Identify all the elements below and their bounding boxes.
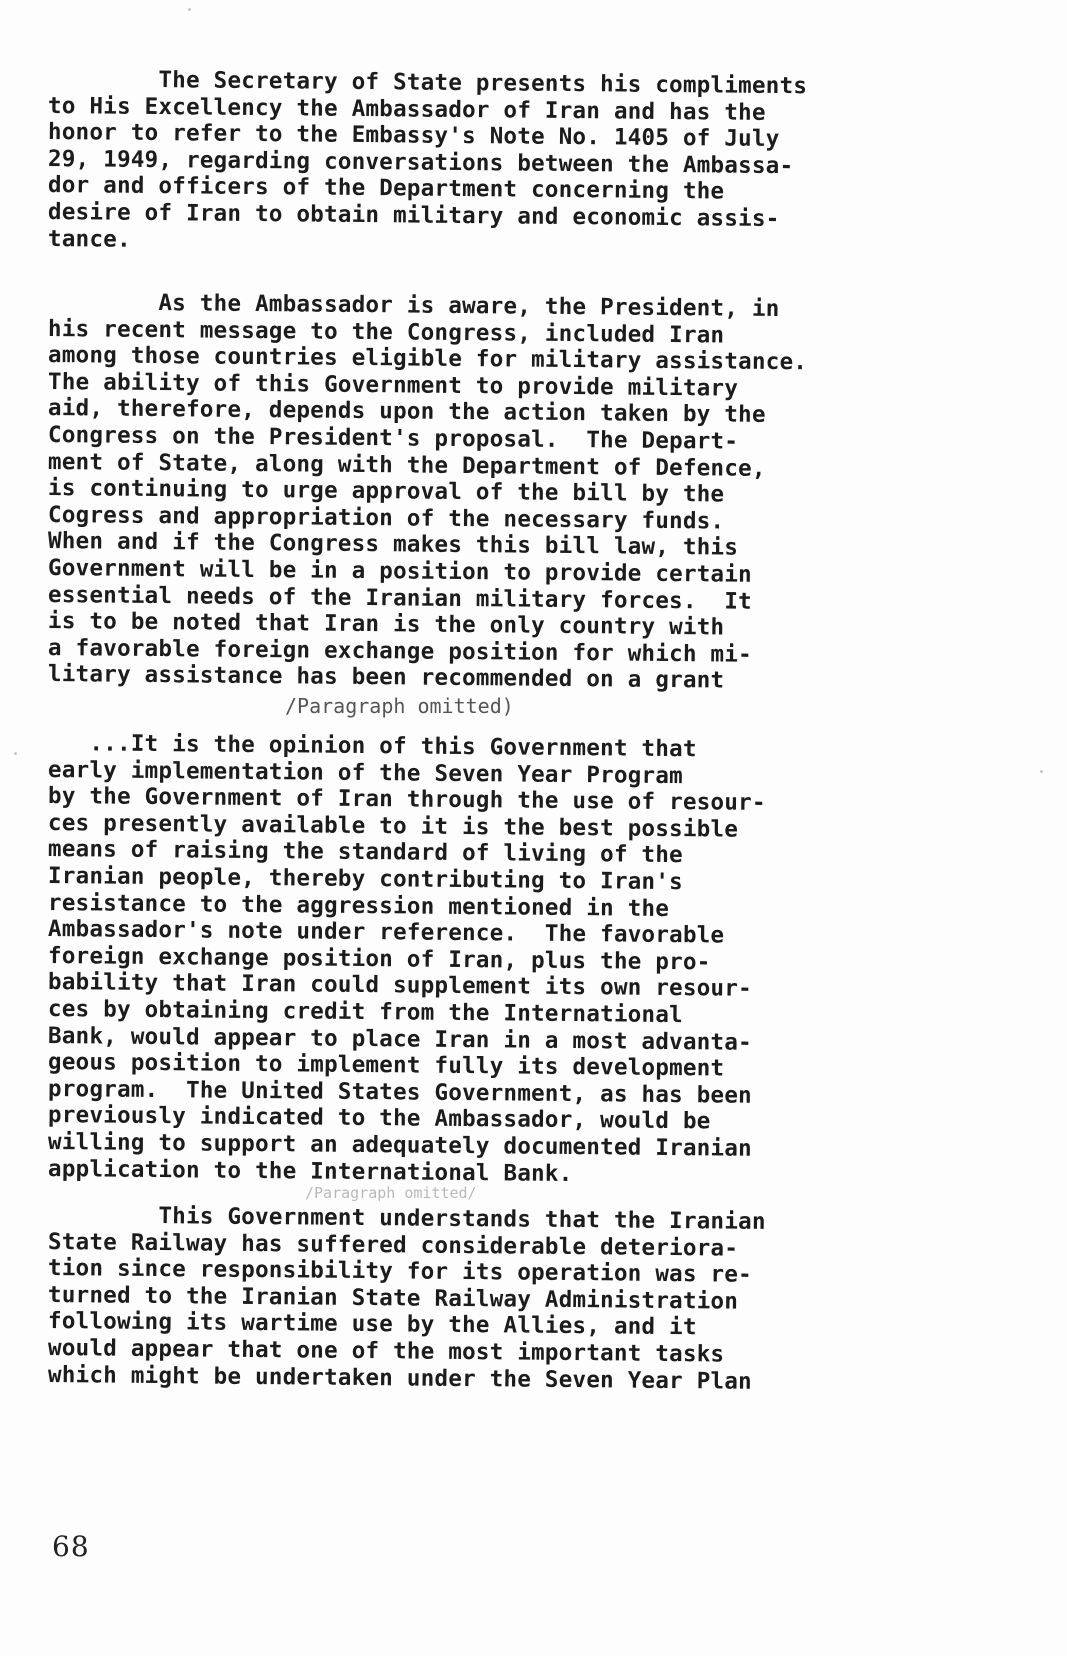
text-line: essential needs of the Iranian military forces. It <box>47 581 753 615</box>
text-line: ment of State, along with the Department of Defence, <box>47 448 766 482</box>
text-line: foreign exchange position of Iran, plus the pro- <box>47 942 711 976</box>
scan-speck <box>14 752 17 755</box>
text-line: Bank, would appear to place Iran in a most advanta- <box>47 1022 753 1056</box>
text-line: to His Excellency the Ambassador of Iran and has the <box>47 92 766 126</box>
text-line: would appear that one of the most important tasks <box>47 1334 725 1368</box>
text-line: geous position to implement fully its development <box>47 1049 725 1082</box>
text-line: a favorable foreign exchange position for which mi- <box>47 634 753 668</box>
text-line: previously indicated to the Ambassador, would be <box>47 1102 711 1135</box>
text-line: by the Government of Iran through the use of resour- <box>47 783 766 817</box>
text-line: bability that Iran could supplement its own resour- <box>47 969 753 1003</box>
text-line: As the Ambassador is aware, the President, in <box>47 289 780 323</box>
paragraph-2 <box>47 289 928 694</box>
text-line: Ambassador's note under reference. The favorable <box>47 916 725 949</box>
text-line: ...It is the opinion of this Government that <box>47 730 697 763</box>
text-line: The ability of this Government to provide military <box>47 368 739 402</box>
page-number: 68 <box>52 1530 90 1563</box>
text-line: Iranian people, thereby contributing to Iran's <box>47 862 684 896</box>
text-line: 29, 1949, regarding conversations between the Ambassa- <box>47 145 794 179</box>
text-line: early implementation of the Seven Year Program <box>47 756 684 789</box>
text-line: application to the International Bank. <box>47 1155 573 1187</box>
text-line: among those countries eligible for military assistance. <box>47 342 808 376</box>
text-line: ces by obtaining credit from the International <box>47 995 684 1029</box>
text-line: The Secretary of State presents his compliments <box>47 66 808 100</box>
text-line: tion since responsibility for its operation was re- <box>47 1255 753 1288</box>
text-line: aid, therefore, depends upon the action taken by the <box>47 395 766 429</box>
text-line: When and if the Congress makes this bill law, this <box>47 528 739 561</box>
text-line: his recent message to the Congress, included Iran <box>47 315 725 349</box>
text-line: tance. <box>47 225 131 253</box>
text-line: State Railway has suffered considerable deteriora- <box>47 1228 739 1262</box>
scan-speck <box>188 8 191 11</box>
text-line: means of raising the standard of living of the <box>47 836 684 869</box>
text-line: following its wartime use by the Allies, and it <box>47 1308 697 1341</box>
text-line: is to be noted that Iran is the only country with <box>47 608 725 641</box>
text-line: resistance to the aggression mentioned in the <box>47 889 670 922</box>
omission-note: /Paragraph omitted) <box>285 694 514 718</box>
text-line: This Government understands that the Iranian <box>47 1202 766 1235</box>
text-line: willing to support an adequately documented Iranian <box>47 1128 753 1162</box>
text-line: ces presently available to it is the best possible <box>47 809 739 843</box>
text-line: desire of Iran to obtain military and economic assis- <box>47 198 780 232</box>
paragraph-3 <box>47 730 928 1187</box>
text-line: which might be undertaken under the Seven Year Plan <box>47 1361 753 1395</box>
text-line: is continuing to urge approval of the bill by the <box>47 475 725 508</box>
text-line: Cogress and appropriation of the necessary funds. <box>47 501 725 535</box>
text-line: Government will be in a position to provide certain <box>47 554 753 588</box>
omission-note: /Paragraph omitted/ <box>305 1184 477 1202</box>
paragraph-1 <box>48 66 928 252</box>
text-line: dor and officers of the Department concerning the <box>47 172 725 205</box>
text-line: honor to refer to the Embassy's Note No. 1405 of July <box>47 119 780 153</box>
text-line: program. The United States Government, as has been <box>47 1075 753 1109</box>
paragraph-4 <box>47 1202 928 1395</box>
text-line: litary assistance has been recommended on a grant <box>47 661 725 694</box>
scan-speck <box>1040 770 1043 773</box>
text-line: turned to the Iranian State Railway Administration <box>47 1281 739 1315</box>
text-line: Congress on the President's proposal. The Depart- <box>47 421 739 455</box>
